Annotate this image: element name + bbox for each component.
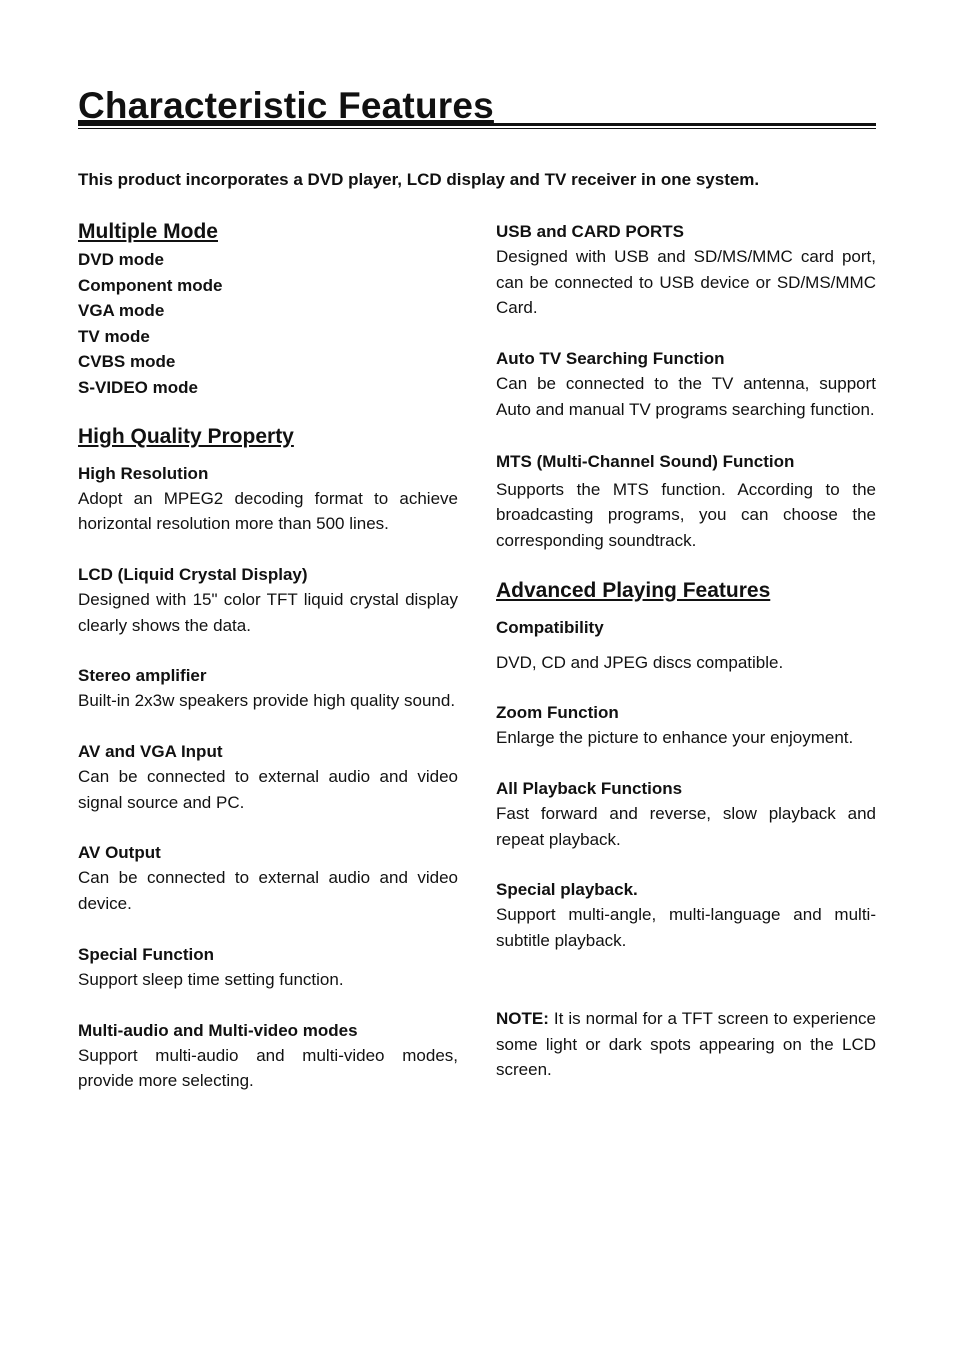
feature-title: LCD (Liquid Crystal Display)	[78, 564, 308, 584]
mode-item: VGA mode	[78, 301, 165, 321]
mode-list	[78, 247, 458, 401]
high-quality-heading: High Quality Property	[78, 424, 294, 448]
right-column	[496, 219, 876, 1083]
advanced-playing-heading: Advanced Playing Features	[496, 578, 771, 602]
feature-text: Support multi-angle, multi-language and multi-subtitle playback.	[496, 905, 876, 951]
title-underline-rule	[78, 123, 876, 129]
feature-special-playback	[496, 877, 876, 953]
left-column	[78, 217, 458, 1094]
feature-title: Special Function	[78, 944, 215, 964]
intro-text: This product incorporates a DVD player, LCD display and TV receiver in one system.	[78, 170, 760, 189]
feature-multi-audio-video	[78, 1018, 458, 1094]
feature-text: Can be connected to the TV antenna, support Auto and manual TV programs searching function.	[496, 374, 876, 419]
feature-high-resolution	[78, 461, 458, 537]
feature-text: Can be connected to external audio and video signal source and PC.	[78, 767, 458, 812]
feature-title: Multi-audio and Multi-video modes	[78, 1020, 358, 1040]
feature-text: Support sleep time setting function.	[78, 969, 344, 989]
note-text: It is normal for a TFT screen to experience some light or dark spots appearing on the LCD screen.	[496, 1008, 876, 1080]
mode-item: TV mode	[78, 326, 150, 346]
feature-title: USB and CARD PORTS	[496, 222, 684, 241]
feature-title: AV and VGA Input	[78, 742, 223, 762]
feature-title: All Playback Functions	[496, 779, 683, 799]
feature-title: Auto TV Searching Function	[496, 349, 725, 369]
feature-text: Enlarge the picture to enhance your enjoyment.	[496, 728, 854, 748]
feature-text: Designed with USB and SD/MS/MMC card port, can be connected to USB device or SD/MS/MMC Card.	[496, 247, 876, 318]
multiple-mode-heading: Multiple Mode	[78, 220, 218, 243]
feature-mts	[496, 449, 876, 554]
feature-stereo-amplifier	[78, 663, 458, 714]
mode-item: DVD mode	[78, 250, 164, 269]
feature-title: MTS (Multi-Channel Sound) Function	[496, 451, 795, 471]
feature-av-vga-input	[78, 739, 458, 815]
feature-title: Compatibility	[496, 617, 604, 637]
feature-title: High Resolution	[78, 463, 209, 483]
feature-lcd	[78, 562, 458, 638]
mode-item: S-VIDEO mode	[78, 377, 198, 397]
feature-usb-card-ports	[496, 219, 876, 321]
feature-text: Built-in 2x3w speakers provide high quality sound.	[78, 691, 456, 711]
feature-text: DVD, CD and JPEG discs compatible.	[496, 652, 784, 672]
mode-item: Component mode	[78, 275, 223, 295]
feature-title: AV Output	[78, 843, 161, 863]
mode-item: CVBS mode	[78, 352, 176, 372]
feature-auto-tv-search	[496, 346, 876, 422]
feature-text: Can be connected to external audio and video device.	[78, 868, 458, 914]
feature-special-function	[78, 942, 458, 993]
note-label: NOTE:	[496, 1008, 549, 1028]
feature-title: Zoom Function	[496, 703, 619, 723]
feature-text: Fast forward and reverse, slow playback and repeat playback.	[496, 804, 876, 849]
feature-text: Designed with 15" color TFT liquid crystal display clearly shows the data.	[78, 589, 458, 635]
feature-all-playback	[496, 776, 876, 852]
feature-text: Supports the MTS function. According to the broadcasting programs, you can choose the corresponding soundtrack.	[496, 479, 876, 550]
note-paragraph	[496, 1006, 876, 1083]
feature-text: Support multi-audio and multi-video modes, provide more selecting.	[78, 1045, 458, 1091]
page-title: Characteristic Features	[78, 85, 494, 126]
feature-zoom	[496, 700, 876, 751]
feature-compatibility	[496, 615, 876, 676]
feature-title: Special playback.	[496, 880, 638, 900]
feature-title: Stereo amplifier	[78, 666, 207, 686]
feature-av-output	[78, 840, 458, 916]
feature-text: Adopt an MPEG2 decoding format to achieve horizontal resolution more than 500 lines.	[78, 488, 458, 534]
